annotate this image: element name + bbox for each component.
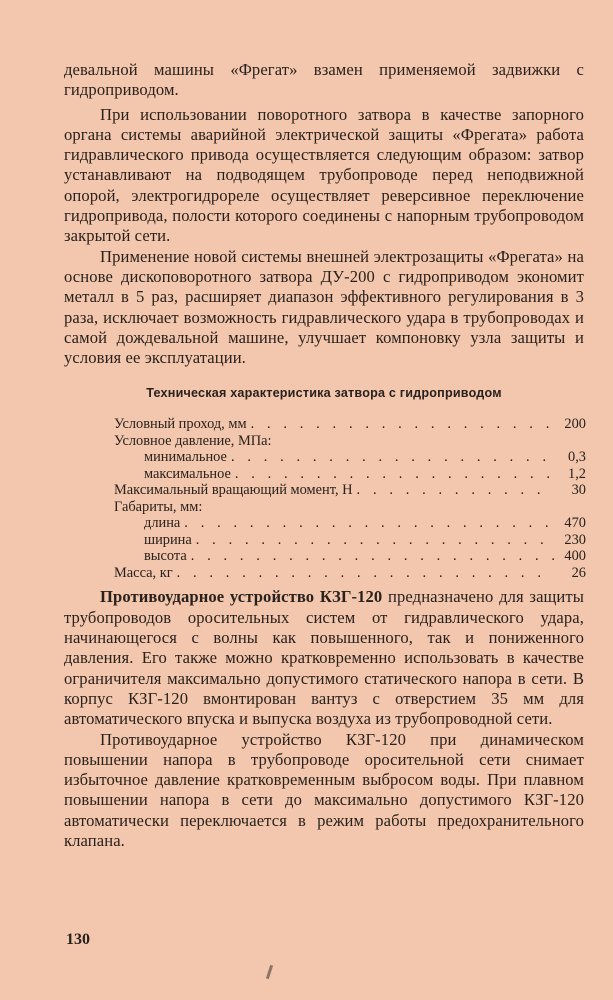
spec-value: 200	[564, 416, 586, 433]
spec-label: Условный проход, мм	[114, 416, 247, 433]
paper-speck	[266, 965, 273, 979]
paragraph-continuation: девальной машины «Фрегат» взамен применяемой задвижки с гидроприводом.	[64, 60, 584, 100]
spec-table	[114, 416, 586, 581]
paragraph-valve-operation: При использовании поворотного затвора в качестве запорного органа системы аварийной электрической защиты «Фрегата» работа гидравлического привода осуществляется следующим образом: затвор устанавливают на подводящем трубопроводе перед неподвижной опорой, электрогидрореле осуществляет реверсивное переключение гидропривода, полости которого соединены с напорным трубопроводом закрытой сети.	[64, 104, 584, 246]
spec-row-pressure-max	[114, 466, 586, 483]
leader-dots	[353, 482, 554, 499]
spec-label: максимальное	[144, 465, 231, 482]
paragraph-new-system: Применение новой системы внешней электрозащиты «Фрегата» на основе дископоворотного затвора ДУ-200 с гидроприводом экономит металл в 5 раз, расширяет диапазон эффективного регулирования в 3 раза, исключает возможность гидравлического удара в трубопроводах и самой дождевальной машине, улучшает компоновку узла защиты и условия ее эксплуатации.	[64, 246, 584, 368]
spec-row-width	[114, 532, 586, 549]
spec-value: 400	[564, 548, 586, 565]
leader-dots	[227, 449, 554, 466]
spec-row-height	[114, 548, 586, 565]
spec-row-mass	[114, 565, 586, 582]
spec-row-torque	[114, 482, 586, 499]
spec-value: 230	[564, 531, 586, 548]
leader-dots	[173, 565, 554, 582]
spec-row-pressure-min	[114, 449, 586, 466]
spec-label: длина	[144, 515, 181, 532]
spec-value: 30	[571, 482, 586, 499]
paragraph-kzg-purpose	[64, 587, 584, 729]
page-body	[64, 60, 584, 851]
spec-row-length	[114, 515, 586, 532]
leader-dots	[231, 466, 554, 483]
leader-dots	[180, 515, 554, 532]
paragraph-kzg-purpose-text: предназначено для защиты трубопроводов оросительных систем от гидравлического удара, начинающегося с волны как повышенного, так и пониженного давления. Его также можно кратковременно использовать в качестве ограничителя максимально допустимого статического напора в сети. В корпус КЗГ-120 вмонтирован вантуз с отверстием 35 мм для автоматического впуска и выпуска воздуха из трубопроводной сети.	[64, 587, 584, 729]
leader-dots	[247, 416, 554, 433]
spec-value: 1,2	[568, 465, 586, 482]
spec-label: минимальное	[144, 449, 227, 466]
device-name: Противоударное устройство КЗГ-120	[100, 587, 383, 607]
spec-label: Масса, кг	[114, 564, 173, 581]
spec-label: высота	[144, 548, 187, 565]
spec-value: 0,3	[568, 449, 586, 466]
spec-label: Максимальный вращающий момент, Н	[114, 482, 353, 499]
page-number: 130	[66, 931, 90, 948]
spec-value: 470	[564, 515, 586, 532]
spec-row-nominal-bore	[114, 416, 586, 433]
spec-heading-dimensions: Габариты, мм:	[114, 498, 203, 515]
paragraph-kzg-operation: Противоударное устройство КЗГ-120 при динамическом повышении напора в трубопроводе оросительной сети снимает избыточное давление кратковременным выбросом воды. При плавном повышении напора в сети до максимально допустимого КЗГ-120 автоматически переключается в режим работы предохранительного клапана.	[64, 729, 584, 851]
spec-heading-pressure: Условное давление, МПа:	[114, 432, 272, 449]
spec-label: ширина	[144, 531, 192, 548]
leader-dots	[192, 532, 554, 549]
spec-value: 26	[571, 564, 586, 581]
leader-dots	[187, 548, 554, 565]
spec-title: Техническая характеристика затвора с гидроприводом	[146, 386, 502, 401]
